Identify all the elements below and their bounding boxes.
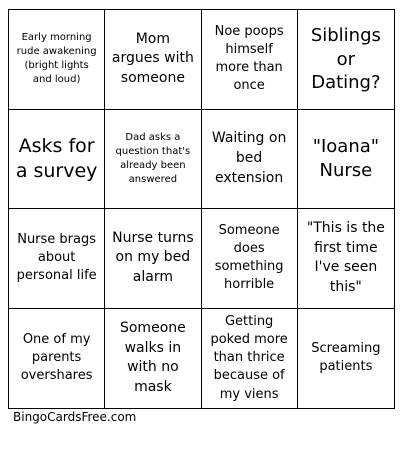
bingo-cell [105,309,201,409]
bingo-cell [9,309,105,409]
bingo-cell-text: Getting poked more than thrice because of my viens [210,313,288,402]
bingo-cell-text: Screaming patients [311,341,381,375]
bingo-cell-text: Nurse brags about personal life [16,231,97,284]
bingo-cell-text: "This is the first time I've seen this" [306,220,385,295]
bingo-cell [9,209,105,309]
bingo-cell [105,209,201,309]
bingo-cell [105,110,201,210]
bingo-cell-text: Early morning rude awakening (bright lights and loud) [16,32,97,86]
bingo-cell-text: One of my parents overshares [20,331,93,384]
bingo-cell [298,209,394,309]
bingo-cell-text: Mom argues with someone [111,30,194,87]
bingo-cell-text: Dad asks a question that's already been answered [115,131,191,185]
bingo-cell-text: Someone does something horrible [214,222,284,293]
bingo-cell [202,110,298,210]
bingo-cell-text: Noe poops himself more than once [214,23,284,94]
bingo-cell [202,309,298,409]
bingo-cell [298,110,394,210]
bingo-cell [9,110,105,210]
bingo-board [8,9,395,409]
bingo-cell [298,10,394,110]
bingo-cell-text: Asks for a survey [15,135,98,182]
bingo-cell [9,10,105,110]
bingo-cell [202,209,298,309]
bingo-cell-text: "Ioana" Nurse [312,136,380,181]
bingo-cell-text: Someone walks in with no mask [119,320,186,395]
bingo-cell [105,10,201,110]
bingo-cell [298,309,394,409]
bingo-cell-text: Nurse turns on my bed alarm [112,229,194,286]
bingo-cell-text: Waiting on bed extension [211,130,287,186]
bingo-cell [202,10,298,110]
bingo-cell-text: Siblings or Dating? [310,25,381,93]
site-credit: BingoCardsFree.com [13,410,137,424]
